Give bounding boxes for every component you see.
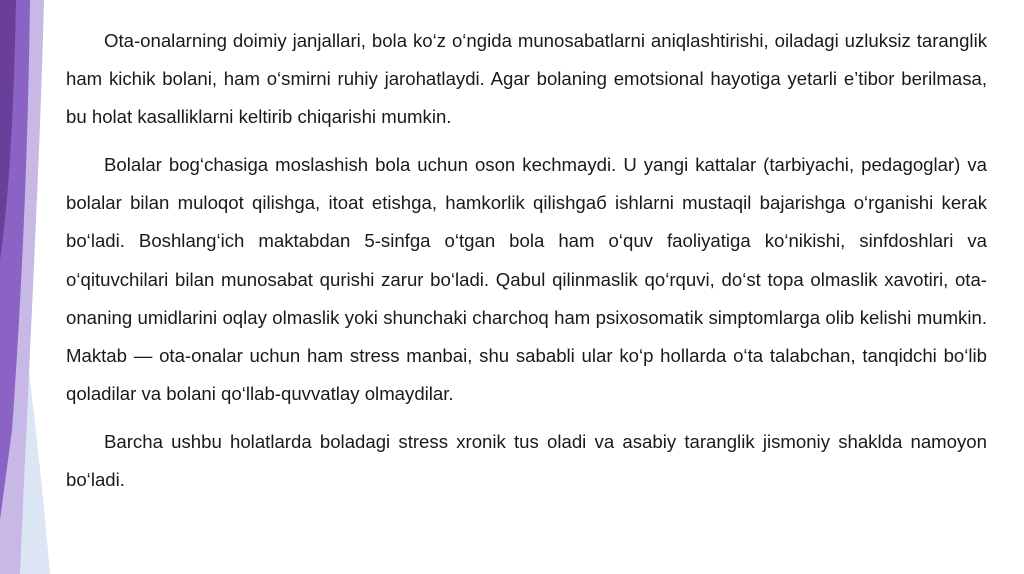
paragraph-3: Barcha ushbu holatlarda boladagi stress xronik tus oladi va asabiy taranglik jismoniy shaklda namoyon bo‘ladi. — [66, 430, 987, 491]
paragraph-1: Ota-onalarning doimiy janjallari, bola ko‘z o‘ngida munosabatlarni aniqlashtirishi, oiladagi uzluksiz taranglik ham kichik bolani, ham o‘smirni ruhiy jarohatlaydi. Agar bolaning emotsional hayotiga yetarli e’tibor berilmasa, bu holat kasalliklarni keltirib chiqarishi mumkin. — [66, 30, 987, 128]
body-text — [66, 22, 987, 509]
paragraph-2: Bolalar bog‘chasiga moslashish bola uchun oson kechmaydi. U yangi kattalar (tarbiyachi, pedagoglar) va bolalar bilan muloqot qilishga, itoat etishga, hamkorlik qilishgaб ishlarni mustaqil bajarishga o‘rganishi kerak bo‘ladi. Boshlang‘ich maktabdan 5-sinfga o‘tgan bola ham o‘quv faoliyatiga ko‘nikishi, sinfdoshlari va o‘qituvchilari bilan munosabat qurishi zarur bo‘ladi. Qabul qilinmaslik qo‘rquvi, do‘st topa olmaslik xavotiri, ota-onaning umidlarini oqlay olmaslik yoki shunchaki charchoq ham psixosomatik simptomlarga olib kelishi mumkin. Maktab — ota-onalar uchun ham stress manbai, shu sababli ular ko‘p hollarda o‘ta talabchan, tanqidchi bo‘lib qoladilar va bolani qo‘llab-quvvatlay olmaydilar. — [66, 154, 987, 404]
decorative-accent-stripes — [0, 0, 60, 574]
